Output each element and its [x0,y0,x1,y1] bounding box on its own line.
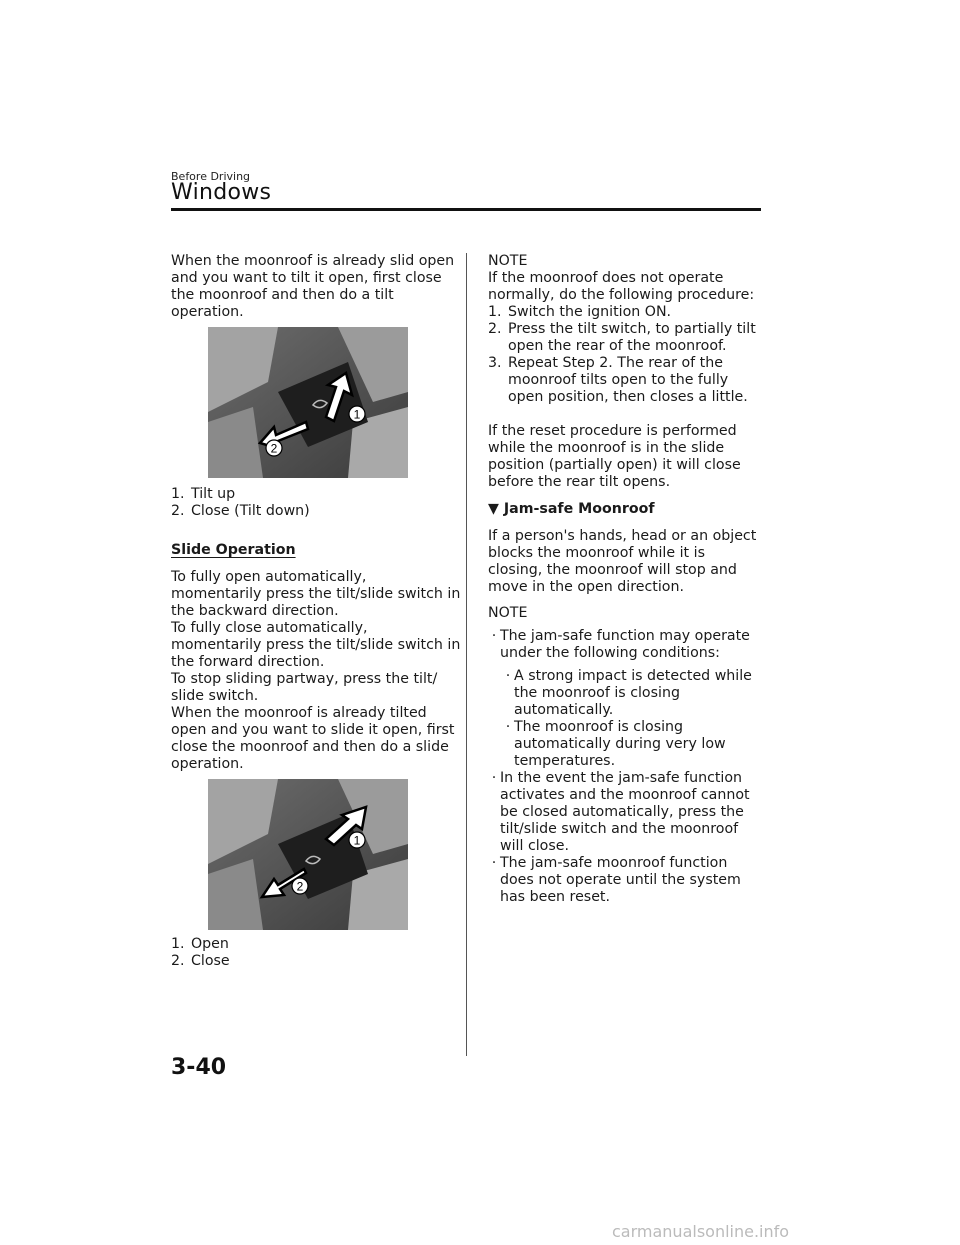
note-bullets [488,628,763,906]
step-item: 1. Switch the ignition ON. [488,304,672,320]
right-column [488,253,763,906]
bullet-item: · In the event the jam-safe function activates and the moonroof cannot be closed automatically, press the tilt/slide switch and the moonroof will close. [488,770,763,855]
column-divider [466,253,467,1056]
bullet-dot-icon: · [505,719,511,735]
slide-operation-heading: Slide Operation [171,542,296,558]
chapter-title: Windows [171,180,272,205]
slide-switch-figure [208,779,408,930]
reset-steps [488,304,763,406]
legend-item: 1. Open [171,936,229,952]
sub-bullet-item: · The moonroof is closing automatically during very low temperatures. [502,719,763,770]
jam-safe-paragraph: If a person's hands, head or an object blocks the moonroof while it is closing, the moonroof will stop and move in the open direction. [488,528,757,595]
callout-1-label: 1 [353,407,361,422]
slide-paragraph: To fully open automatically, momentarily press the tilt/slide switch in the backward direction. To fully close automatically, momentarily press the tilt/slide switch in the forward direction. To stop sliding partway, press the tilt/ slide switch. When the moonroof is already tilted open and you want to slide it open, first close the moonroof and then do a slide operation. [171,569,461,772]
legend-item: 2. Close [171,953,230,969]
triangle-down-icon: ▼ [488,501,499,517]
figure1-legend [171,486,461,520]
bullet-item: · The jam-safe function may operate under the following conditions: [488,628,763,662]
tilt-switch-illustration [208,327,408,478]
slide-switch-illustration [208,779,408,930]
tilt-switch-figure [208,327,408,478]
callout-2-label: 2 [296,879,304,894]
bullet-item: · The jam-safe moonroof function does not operate until the system has been reset. [488,855,763,906]
bullet-dot-icon: · [491,855,497,871]
jam-safe-heading: ▼ Jam-safe Moonroof [488,501,655,517]
left-column [171,253,461,970]
note2-label: NOTE [488,605,528,621]
section-label: Before Driving [171,170,251,183]
figure2-legend [171,936,461,970]
callout-1-label: 1 [353,833,361,848]
note-intro: If the moonroof does not operate normally, do the following procedure: [488,270,755,303]
reset-paragraph: If the reset procedure is performed while the moonroof is in the slide position (partially open) it will close before the rear tilt opens. [488,423,741,490]
bullet-dot-icon: · [491,770,497,786]
note-label: NOTE [488,253,528,269]
callout-2-label: 2 [270,441,278,456]
legend-item: 2. Close (Tilt down) [171,503,310,519]
page-number: 3-40 [171,1055,227,1080]
sub-bullets [502,668,763,770]
watermark: carmanualsonline.info [612,1222,790,1241]
sub-bullet-item: · A strong impact is detected while the moonroof is closing automatically. [502,668,763,719]
bullet-dot-icon: · [505,668,511,684]
step-item: 2. Press the tilt switch, to partially tilt open the rear of the moonroof. [488,321,756,354]
intro-paragraph: When the moonroof is already slid open and you want to tilt it open, first close the moonroof and then do a tilt operation. [171,253,455,320]
header-rule [171,208,761,211]
bullet-dot-icon: · [491,628,497,644]
legend-item: 1. Tilt up [171,486,236,502]
step-item: 3. Repeat Step 2. The rear of the moonroof tilts open to the fully open position, then closes a little. [488,355,748,405]
